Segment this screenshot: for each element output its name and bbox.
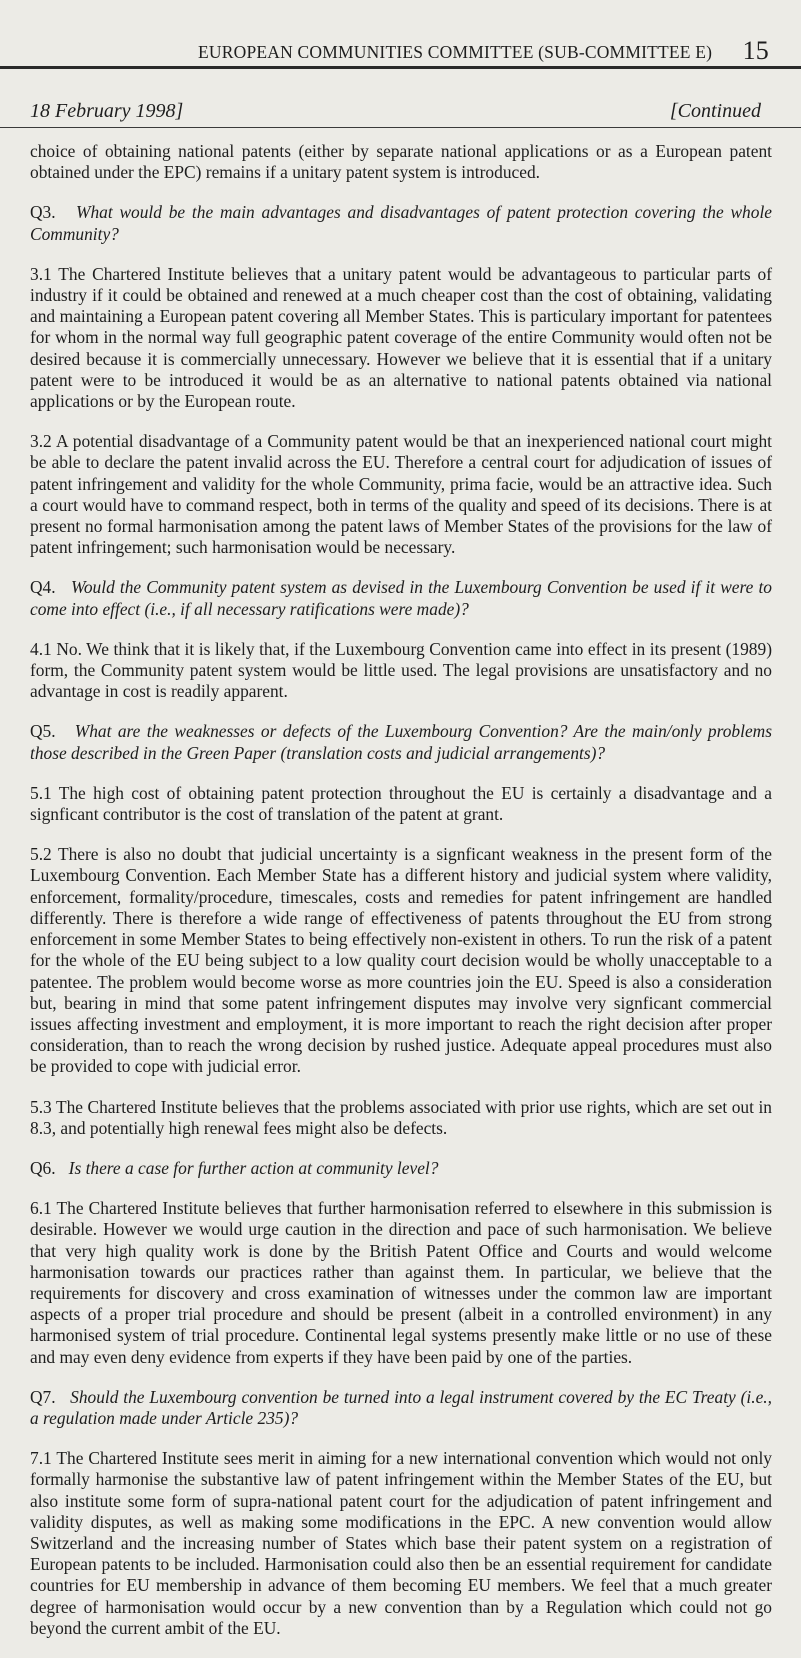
page-number: 15 [742, 36, 769, 65]
answer-paragraph: 5.1 The high cost of obtaining patent protection throughout the EU is certainly a disadvantage and a signficant contributor is the cost of translation of the patent at grant. [30, 782, 772, 825]
question-text: Is there a case for further action at community level? [68, 1157, 439, 1178]
question-paragraph [30, 721, 772, 763]
answer-paragraph: 4.1 No. We think that it is likely that, if the Luxembourg Convention came into effect in its present (1989) form, the Community patent system would be little used. The legal provisions are unsatisfactory and no advantage in cost is readily apparent. [30, 638, 772, 702]
question-label: Q3. [30, 202, 56, 223]
answer-paragraph: 5.2 There is also no doubt that judicial uncertainty is a signficant weakness in the present form of the Luxembourg Convention. Each Member State has a different history and judicial system where validity, enforcement, formality/procedure, timescales, costs and remedies for patent infringement are handled differently. There is therefore a wide range of effectiveness of patents throughout the EU from strong enforcement in some Member States to being effectively non-existent in others. To run the risk of a patent for the whole of the EU being subject to a low quality court decision would be wholly unacceptable to a patentee. The problem would become worse as more countries join the EU. Speed is also a consideration but, bearing in mind that some patent infringement disputes may involve very signficant commercial issues affecting investment and employment, it is more important to reach the right decision after proper consideration, than to reach the wrong decision by rushed justice. Adequate appeal procedures must also be provided to cope with judicial error. [30, 844, 772, 1077]
date-rule [0, 127, 801, 128]
question-text: What are the weaknesses or defects of the Luxembourg Convention? Are the main/only problems those described in the Green Paper (translation costs and judicial arrangements)? [30, 721, 773, 763]
answer-paragraph: 5.3 The Chartered Institute believes that the problems associated with prior use rights, which are set out in 8.3, and potentially high renewal fees might also be defects. [30, 1096, 772, 1138]
answer-paragraph: 3.2 A potential disadvantage of a Community patent would be that an inexperienced national court might be able to declare the patent invalid across the EU. Therefore a central court for adjudication of issues of patent infringement and validity for the whole Community, prima facie, would be an attractive idea. Such a court would have to command respect, both in terms of the quality and speed of its decisions. There is at present no formal harmonisation among the patent laws of Member States of the provisions for the law of patent infringement; such harmonisation would be necessary. [30, 431, 772, 558]
header-rule [0, 66, 801, 69]
body-text [30, 141, 772, 1658]
answer-paragraph: 6.1 The Chartered Institute believes that further harmonisation referred to elsewhere in this submission is desirable. However we would urge caution in the direction and pace of such harmonisation. We believe that very high quality work is done by the British Patent Office and Courts and would welcome harmonisation towards our practices rather than against them. In particular, we believe that the requirements for discovery and cross examination of witnesses under the common law are important aspects of a proper trial procedure and should be present (albeit in a controlled environment) in any harmonised system of trial procedure. Continental legal systems presently make little or no use of these and may even deny evidence from experts if they have been paid by one of the parties. [30, 1198, 772, 1367]
question-text: Should the Luxembourg convention be turned into a legal instrument covered by the EC Treaty (i.e., a regulation made under Article 235)? [30, 1386, 772, 1428]
header-title: EUROPEAN COMMUNITIES COMMITTEE (SUB-COMMITTEE E) [198, 42, 713, 62]
question-text: What would be the main advantages and disadvantages of patent protection covering the whole Community? [30, 202, 772, 244]
answer-paragraph: choice of obtaining national patents (either by separate national applications or as a European patent obtained under the EPC) remains if a unitary patent system is introduced. [30, 141, 772, 183]
question-label: Q5. [30, 721, 56, 742]
question-paragraph [30, 1387, 772, 1429]
question-text: Would the Community patent system as devised in the Luxembourg Convention be used if it were to come into effect (i.e., if all necessary ratifications were made)? [30, 577, 773, 619]
answer-paragraph: 3.1 The Chartered Institute believes that a unitary patent would be advantageous to particular parts of industry if it could be obtained and renewed at a much cheaper cost than the cost of obtaining, validating and maintaining a European patent covering all Member States. This is particulary important for patentees for whom in the normal way full geographic patent coverage of the entire Community would often not be desired because it is commercially unnecessary. However we believe that it is essential that if a unitary patent were to be introduced it would be as an alternative to national patents obtained via national applications or by the European route. [30, 263, 772, 412]
question-label: Q4. [30, 577, 56, 598]
question-paragraph [30, 577, 772, 619]
continued-label: [Continued [669, 100, 761, 122]
answer-paragraph: 7.1 The Chartered Institute sees merit in aiming for a new international convention which would not only formally harmonise the substantive law of patent infringement within the Member States of the EU, but also institute some form of supra-national patent court for the adjudication of patent infringement and validity disputes, as well as making some modifications in the EPC. A new convention would allow Switzerland and the increasing number of States which base their patent system on a registration of European patents to be included. Harmonisation could also then be an essential requirement for candidate countries for EU membership in advance of them becoming EU members. We feel that a much greater degree of harmonisation would occur by a new convention than by a Regulation which could not go beyond the current ambit of the EU. [30, 1448, 772, 1638]
question-label: Q6. [30, 1157, 56, 1178]
question-paragraph [30, 202, 772, 244]
hearing-date: 18 February 1998] [30, 100, 184, 122]
question-paragraph [30, 1158, 772, 1179]
question-label: Q7. [30, 1386, 56, 1407]
